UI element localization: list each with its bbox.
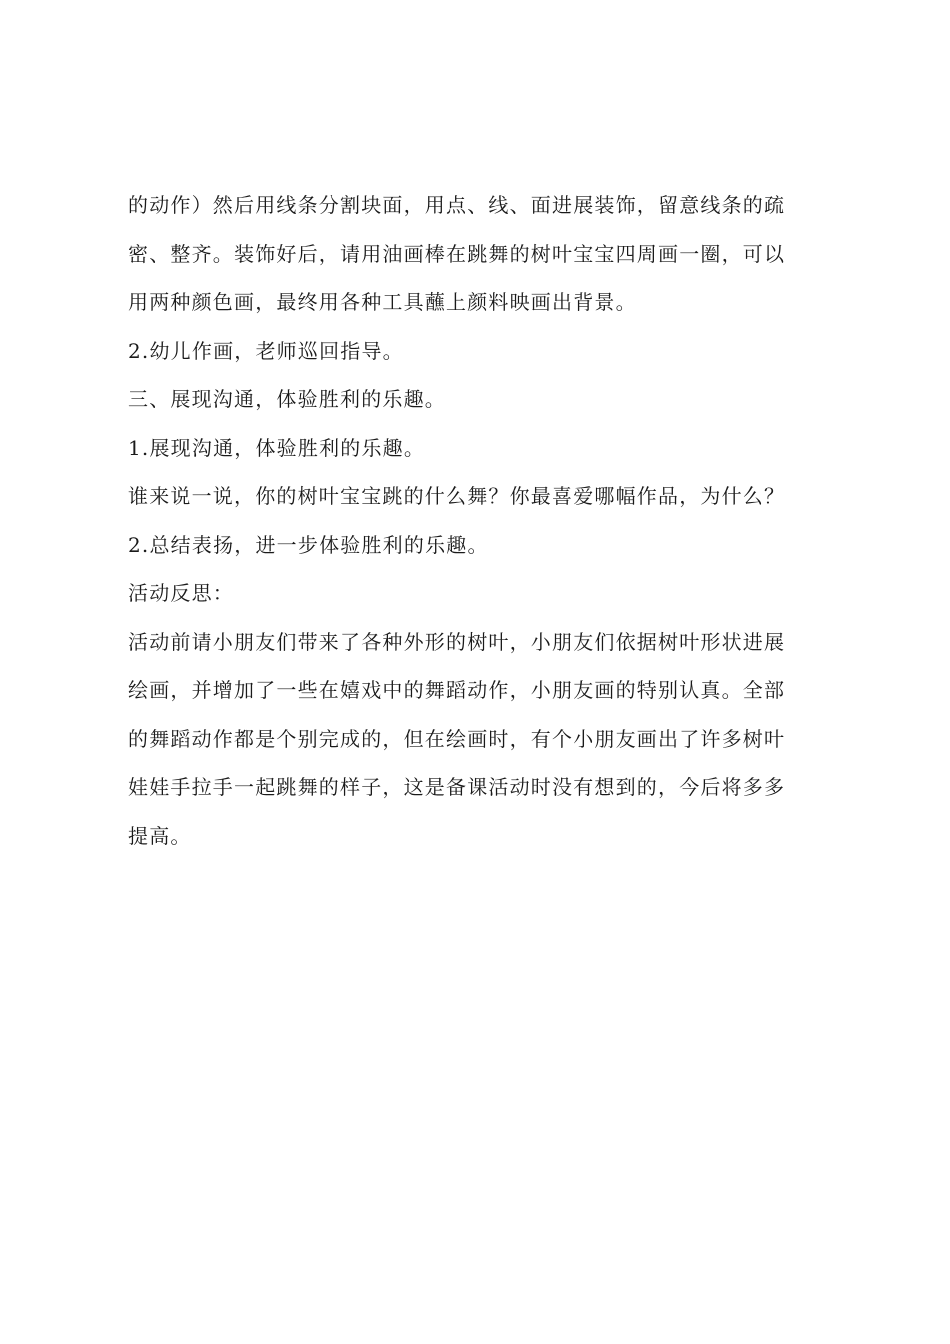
reflection-heading: 活动反思： (128, 581, 234, 605)
document-body (128, 181, 836, 860)
paragraph-line: 谁来说一说，你的树叶宝宝跳的什么舞？你最喜爱哪幅作品，为什么？ (128, 484, 786, 508)
paragraph-line: 用两种颜色画，最终用各种工具蘸上颜料映画出背景。 (128, 290, 637, 314)
paragraph-line: 娃娃手拉手一起跳舞的样子，这是备课活动时没有想到的，今后将多多 (128, 775, 786, 799)
paragraph-line: 提高。 (128, 823, 192, 848)
paragraph-line: 密、整齐。装饰好后，请用油画棒在跳舞的树叶宝宝四周画一圈，可以 (128, 241, 786, 266)
step-line: 2.幼儿作画，老师巡回指导。 (128, 338, 404, 363)
paragraph-line: 活动前请小朋友们带来了各种外形的树叶，小朋友们依据树叶形状进展 (128, 629, 786, 654)
step-line: 1.展现沟通，体验胜利的乐趣。 (128, 435, 426, 460)
step-line: 2.总结表扬，进一步体验胜利的乐趣。 (128, 532, 489, 557)
paragraph-line: 的舞蹈动作都是个别完成的，但在绘画时，有个小朋友画出了许多树叶 (128, 726, 786, 751)
paragraph-line: 的动作）然后用线条分割块面，用点、线、面进展装饰，留意线条的疏 (128, 193, 786, 217)
section-heading: 三、展现沟通，体验胜利的乐趣。 (128, 387, 446, 411)
paragraph-line: 绘画，并增加了一些在嬉戏中的舞蹈动作，小朋友画的特别认真。全部 (128, 678, 786, 702)
